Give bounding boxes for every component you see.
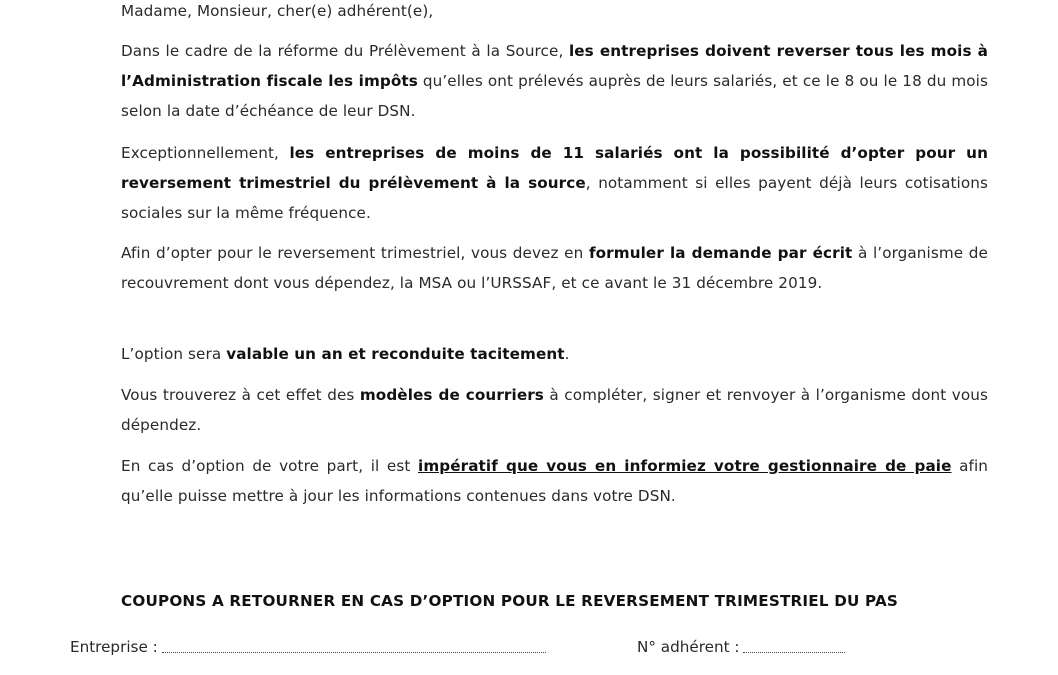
- paragraph-exception-emphasis: les entreprises de moins de 11 salariés ont la possibilité d’opter pour un reversement trimestriel du prélèvement à la source: [121, 144, 988, 192]
- paragraph-procedure-text: Afin d’opter pour le reversement trimestriel, vous devez en: [121, 244, 589, 262]
- coupons-title: COUPONS A RETOURNER EN CAS D’OPTION POUR LE REVERSEMENT TRIMESTRIEL DU PAS: [121, 592, 899, 610]
- paragraph-validity: [121, 339, 988, 369]
- paragraph-inform-text: En cas d’option de votre part, il est: [121, 457, 419, 475]
- enterprise-label: Entreprise :: [70, 638, 158, 656]
- paragraph-inform-underline: impératif que vous en informiez votre gestionnaire de paie: [418, 457, 952, 475]
- enterprise-dotted-line[interactable]: [162, 651, 546, 653]
- paragraph-procedure: [121, 238, 988, 298]
- enterprise-field[interactable]: [70, 638, 546, 656]
- paragraph-exception-text-end: , notamment si elles payent déjà leurs cotisations sociales sur la même fréquence.: [121, 174, 988, 222]
- paragraph-inform: [121, 451, 988, 511]
- paragraph-inform-emphasis: [418, 457, 952, 475]
- greeting: Madame, Monsieur, cher(e) adhérent(e),: [121, 2, 434, 20]
- paragraph-templates-emphasis: modèles de courriers: [359, 386, 544, 404]
- paragraph-procedure-text-end: à l’organisme de recouvrement dont vous dépendez, la MSA ou l’URSSAF, et ce avant le 31 décembre 2019.: [121, 244, 988, 292]
- adherent-label: N° adhérent :: [637, 638, 740, 656]
- paragraph-validity-text-end: .: [564, 345, 570, 363]
- adherent-field[interactable]: [637, 638, 845, 656]
- paragraph-reform-text: Dans le cadre de la réforme du Prélèvement à la Source,: [121, 42, 569, 60]
- paragraph-reform: [121, 36, 988, 126]
- paragraph-templates: [121, 380, 988, 440]
- adherent-dotted-line[interactable]: [743, 651, 845, 653]
- paragraph-inform-text-end: afin qu’elle puisse mettre à jour les informations contenues dans votre DSN.: [121, 457, 988, 505]
- paragraph-validity-text: L’option sera: [121, 345, 227, 363]
- paragraph-templates-text-end: à compléter, signer et renvoyer à l’organisme dont vous dépendez.: [121, 386, 988, 434]
- paragraph-reform-emphasis: les entreprises doivent reverser tous les mois à l’Administration fiscale les impôts: [121, 42, 988, 90]
- paragraph-exception: [121, 138, 988, 228]
- paragraph-templates-text: Vous trouverez à cet effet des: [121, 386, 360, 404]
- paragraph-exception-text: Exceptionnellement,: [121, 144, 290, 162]
- paragraph-procedure-emphasis: formuler la demande par écrit: [588, 244, 853, 262]
- paragraph-validity-emphasis: valable un an et reconduite tacitement: [226, 345, 565, 363]
- paragraph-reform-text-end: qu’elles ont prélevés auprès de leurs salariés, et ce le 8 ou le 18 du mois selon la date d’échéance de leur DSN.: [121, 72, 988, 120]
